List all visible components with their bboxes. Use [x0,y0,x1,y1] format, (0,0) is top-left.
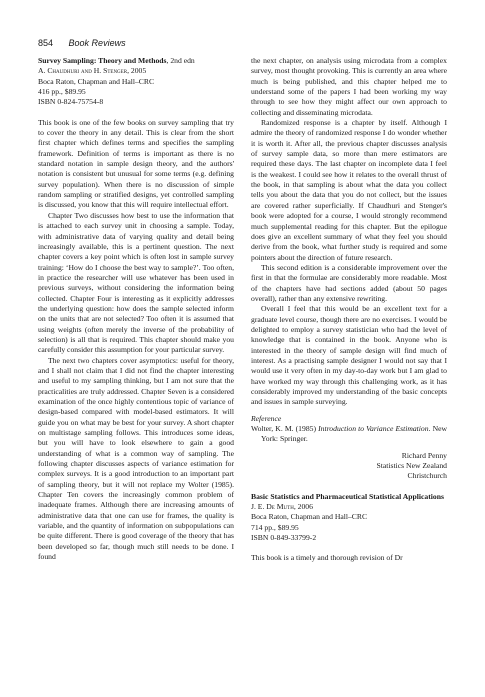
reference-author: Wolter, K. M. (1985) [251,424,319,434]
review1-paragraph: Chapter Two discusses how best to use the information that is attached to each survey unit in choosing a sample. Today, with administrative data of varying quality and detail being increasingly available, this is a pertinent question. The next chapter covers a key point which is often lost in sample survey training: ‘How do I choose the best way to sample?’. Too often, in practice the researcher will use whatever has been used in previous surveys, without considering the information being collected. Chapter Four is interesting as it explicitly addresses the underlying question: how does the sample selected inform on the units that are not selected? Too often it is assumed that using weights (often merely the inverse of the probability of selection) is all that is required. This chapter should make you carefully consider this assumption for your particular survey. [38,210,234,355]
reviewer-name: Richard Penny [401,450,447,460]
reference-publisher: . New York: Springer. [261,424,448,444]
review2-pages: 714 pp., $89.95 [251,522,299,532]
review2-authors: J. E. De Muth [251,502,294,512]
review2-authors-year: , 2006 [293,502,313,512]
review1-paragraph: This second edition is a considerable improvement over the first in that the formulae are considerably more readable. Most of the chapters have had sections added (about 50 pages overall), rather than any extensive rewriting. [251,262,447,303]
reference-heading: Reference [251,413,282,423]
section-title: Book Reviews [68,38,126,48]
review2-first-line: This book is a timely and thorough revision of Dr [251,553,403,563]
review1-paragraph: Randomized response is a chapter by itself. Although I admire the theory of randomized response I do wonder whether it is worth it. After all, the previous chapter discusses analysis of survey sample data, so more than mere estimators are required these days. The last chapter on incomplete data I feel is the weakest. I could see how it relates to the overall thrust of the book, in that sampling is about what the data you collect tells you about the data that you do not collect, but the issues are covered rather superficially. If Chaudhuri and Stenger's book were adopted for a course, I would strongly recommend much supplemental reading for this chapter. But the epilogue does give an excellent summary of what they feel you should derive from the book, what further study is required and some pointers about the direction of future research. [251,118,447,262]
review1-isbn: ISBN 0-824-75754-8 [38,97,104,107]
review1-bibliographic-block [38,56,234,108]
review1-title-line [38,56,234,66]
review2-title: Basic Statistics and Pharmaceutical Statistical Applications [251,491,444,501]
review2-bibliographic-block [251,492,447,544]
review1-paragraph: the next chapter, on analysis using microdata from a complex survey, most thought provoking. This is currently an area where much is being published, and this chapter helped me to understand some of the papers I had been working my way through to see how they might affect our own approach to collecting and disseminating microdata. [251,56,447,117]
review1-authors-line [38,66,234,76]
page-number: 854 [38,38,54,48]
review2-publisher: Boca Raton, Chapman and Hall–CRC [251,512,368,522]
review2-isbn: ISBN 0-849-33799-2 [251,533,317,543]
reference-entry [251,424,447,445]
reviewer-city: Christchurch [407,471,447,481]
review1-publisher: Boca Raton, Chapman and Hall–CRC [38,76,155,86]
review1-authors: A. Chaudhuri and H. Stenger [38,66,128,76]
running-header [38,38,126,48]
review1-paragraph: The next two chapters cover asymptotics: useful for theory, and I shall not claim that I did not find the chapter interesting and useful to my sampling thinking, but I am not sure that the practicalities are truly addressed. Chapter Seven is a considered examination of the once highly contentious topic of variance of design-based compared with model-based estimators. It will guide you on what may be best for your survey. A short chapter on multistage sampling follows. This introduces some ideas, but you will have to look elsewhere to gain a good understanding of what is a common way of sampling. The following chapter discusses aspects of variance estimation for complex surveys. It is a good introduction to an important part of sampling theory, but it will not replace my Wolter (1985). Chapter Ten covers the increasingly common problem of inadequate frames. Although there are increasing amounts of administrative data that one can use for frames, the quality is variable, and the quantity of information on subpopulations can be quite different. There is good coverage of the theory that has been developed so far, though much still needs to be done. I found [38,355,234,562]
left-column [38,56,234,563]
review1-paragraph: Overall I feel that this would be an excellent text for a graduate level course, though there are no exercises. I would be delighted to employ a survey statistician who had the level of knowledge that is contained in the book. Anyone who is interested in the theory of sample design will find much of interest. As a practising sample designer I would not say that I would use it very often in my day-to-day work but I am glad to have worked my way through this challenging work, as it has considerably improved my understanding of the basic concepts and issues in sample surveying. [251,304,447,407]
right-column [251,56,447,564]
review1-pages: 416 pp., $89.95 [38,87,86,97]
review1-edition: , 2nd edn [166,56,195,65]
review2-authors-line [251,502,447,512]
review1-paragraph: This book is one of the few books on survey sampling that try to cover the theory in any detail. This is clear from the short first chapter which defines terms and specifies the sampling framework. Definition of terms is important as there is no standard notation in sample design theory, and the authors' notation is consistent but unusual for some terms (e.g. defining survey population). When there is no discussion of simple random sampling or stratified designs, yet controlled sampling is discussed, you know that this will require intellectual effort. [38,117,234,210]
reviewer-affiliation: Statistics New Zealand [376,461,447,471]
review1-title: Survey Sampling: Theory and Methods [38,56,167,65]
review1-authors-year: , 2005 [127,66,147,76]
reference-title: Introduction to Variance Estimation [318,424,429,434]
